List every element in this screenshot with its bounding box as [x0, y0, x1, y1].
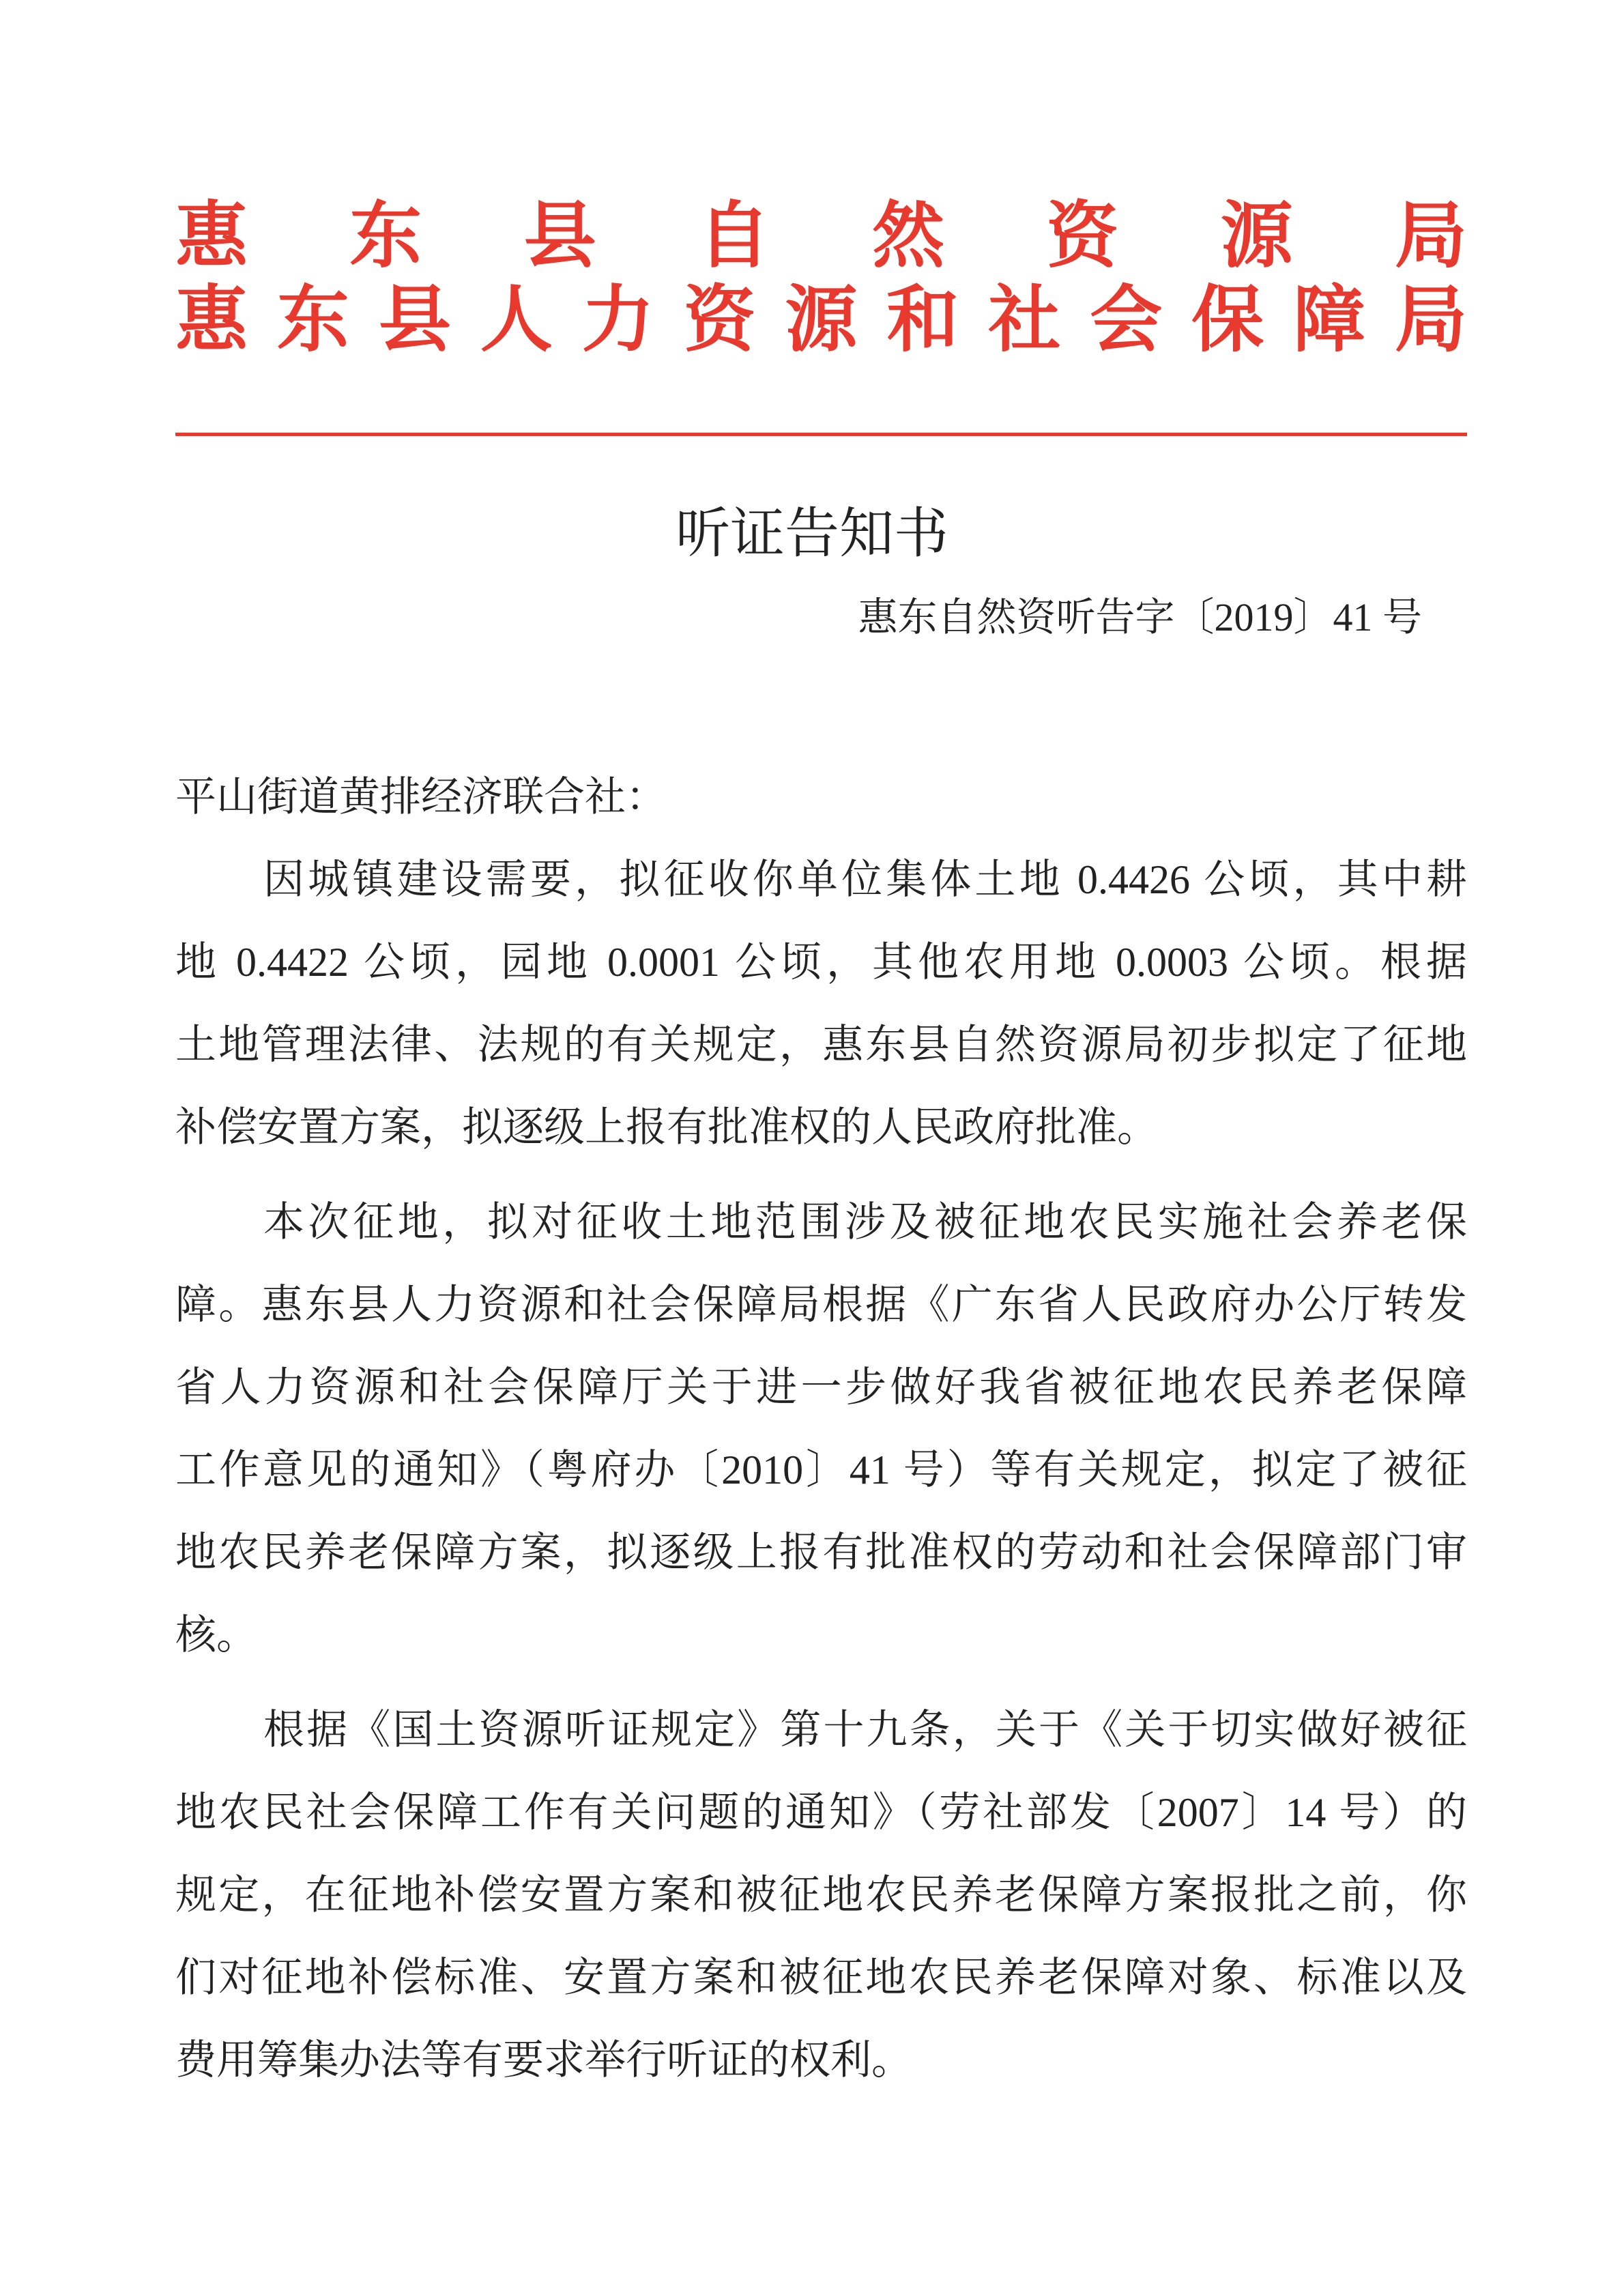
paragraph-line: 费用筹集办法等有要求举行听证的权利。 [175, 2038, 912, 2083]
paragraph-line: 们对征地补偿标准、安置方案和被征地农民养老保障对象、标准以及 [175, 1955, 1467, 2000]
paragraph-line: 地 0.4422 公顷，园地 0.0001 公顷，其他农用地 0.0003 公顷。根据 [175, 940, 1467, 985]
paragraph-line: 核。 [175, 1613, 257, 1658]
paragraph-line: 工作意见的通知》（粤府办〔2010〕41 号）等有关规定，拟定了被征 [175, 1447, 1467, 1492]
letterhead-agency-natural-resources: 惠东县自然资源局 [175, 197, 1467, 276]
paragraph-1 [175, 839, 1467, 1169]
paragraph-line: 规定，在征地补偿安置方案和被征地农民养老保障方案报批之前，你 [175, 1873, 1467, 1918]
paragraph-line: 土地管理法律、法规的有关规定，惠东县自然资源局初步拟定了征地 [175, 1022, 1467, 1067]
paragraph-line: 省人力资源和社会保障厅关于进一步做好我省被征地农民养老保障 [175, 1365, 1467, 1410]
paragraph-2 [175, 1181, 1467, 1677]
paragraph-line: 因城镇建设需要，拟征收你单位集体土地 0.4426 公顷，其中耕 [263, 857, 1467, 902]
paragraph-3 [175, 1689, 1467, 2102]
addressee: 平山街道黄排经济联合社： [175, 775, 667, 820]
paragraph-line: 补偿安置方案，拟逐级上报有批准权的人民政府批准。 [175, 1105, 1158, 1150]
paragraph-line: 本次征地，拟对征收土地范围涉及被征地农民实施社会养老保 [263, 1200, 1467, 1245]
letterhead-red-divider [175, 433, 1467, 436]
document-title: 听证告知书 [676, 504, 948, 564]
document-body [175, 756, 1467, 2102]
paragraph-line: 障。惠东县人力资源和社会保障局根据《广东省人民政府办公厅转发 [175, 1282, 1467, 1327]
paragraph-line: 根据《国土资源听证规定》第十九条，关于《关于切实做好被征 [263, 1707, 1467, 1752]
paragraph-line: 地农民养老保障方案，拟逐级上报有批准权的劳动和社会保障部门审 [175, 1530, 1467, 1575]
document-number: 惠东自然资听告字〔2019〕41 号 [858, 595, 1422, 639]
letterhead-agency-human-resources: 惠东县人力资源和社会保障局 [175, 280, 1467, 360]
paragraph-line: 地农民社会保障工作有关问题的通知》（劳社部发〔2007〕14 号）的 [175, 1790, 1467, 1835]
